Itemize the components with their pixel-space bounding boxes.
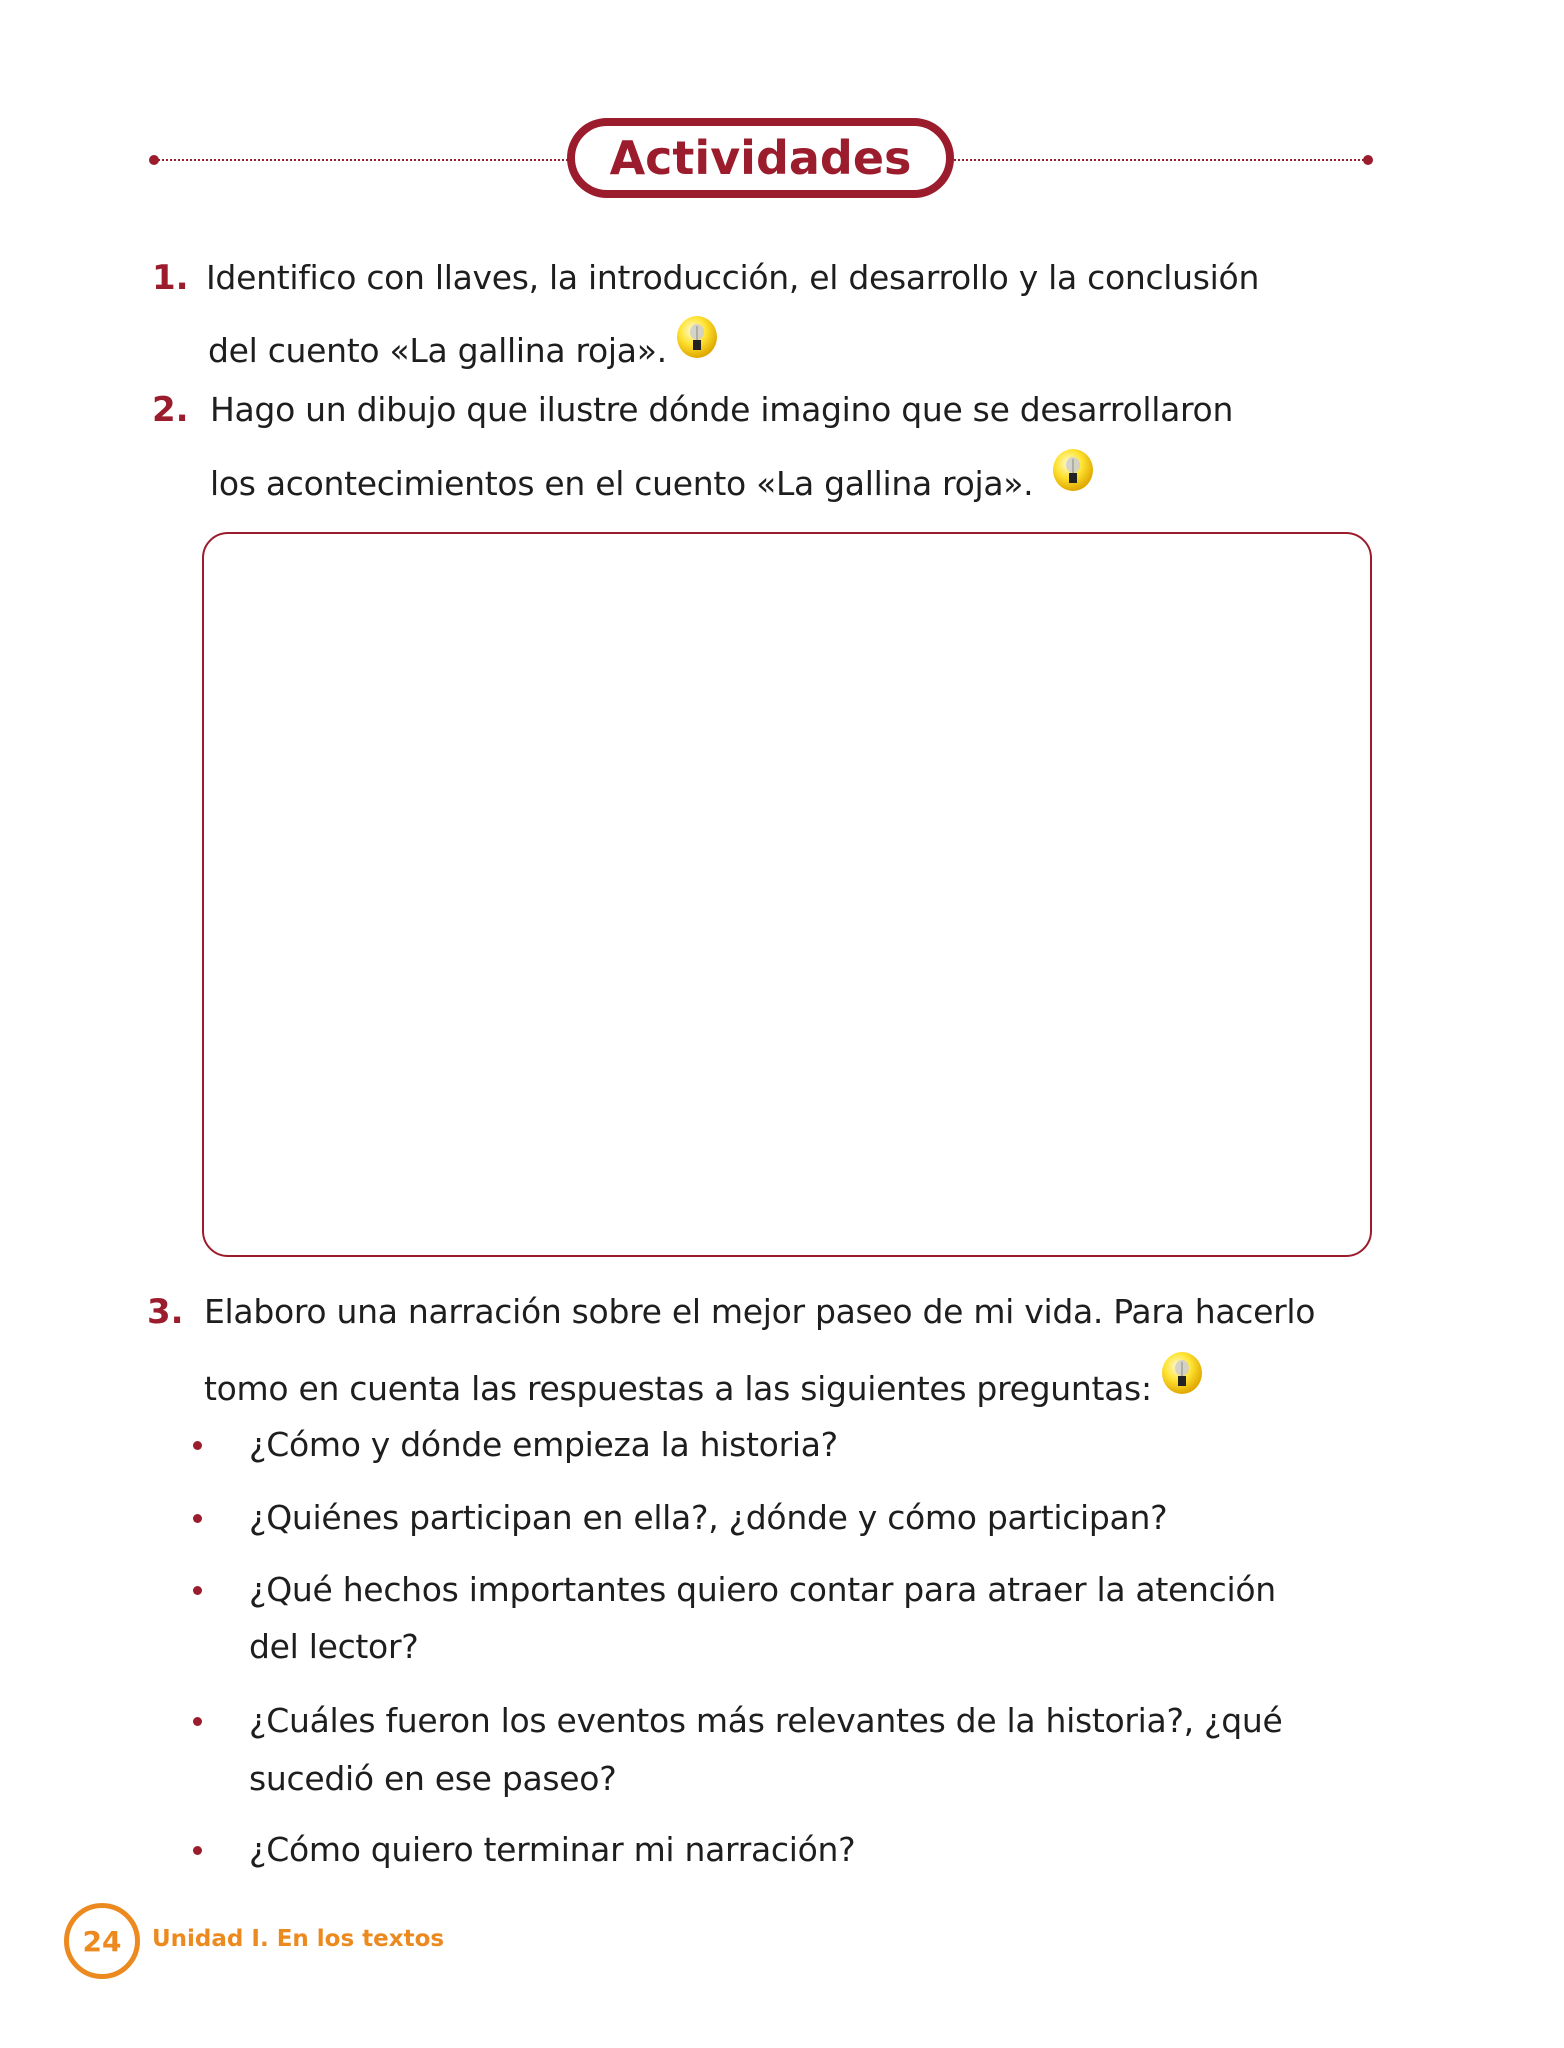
- dotted-rule-right: [954, 159, 1364, 161]
- activity-2-text-line2: [210, 447, 1095, 504]
- activity-2-number: 2.: [152, 390, 189, 430]
- bullet-icon: [193, 1717, 202, 1726]
- activity-2-text: Hago un dibujo que ilustre dónde imagino que se desarrollaron: [210, 390, 1234, 429]
- page-number: 24: [64, 1903, 140, 1979]
- bullet-icon: [193, 1846, 202, 1855]
- unit-label: Unidad I. En los textos: [152, 1926, 445, 1952]
- activity-3-text: Elaboro una narración sobre el mejor paseo de mi vida. Para hacerlo: [204, 1292, 1316, 1331]
- question-item: ¿Cuáles fueron los eventos más relevantes de la historia?, ¿qué: [249, 1701, 1283, 1740]
- bullet-icon: [193, 1586, 202, 1595]
- drawing-area[interactable]: [202, 532, 1372, 1257]
- lightbulb-icon: [1160, 1350, 1204, 1396]
- lightbulb-icon: [675, 314, 719, 360]
- page-title: Actividades: [567, 118, 954, 198]
- rule-dot-right: [1363, 155, 1373, 165]
- activity-3-text-line2: [204, 1350, 1204, 1409]
- activity-2-text-cont: los acontecimientos en el cuento «La gallina roja».: [210, 464, 1034, 503]
- activity-1-text-cont: del cuento «La gallina roja».: [208, 331, 667, 370]
- bullet-icon: [193, 1441, 202, 1450]
- lightbulb-icon: [1051, 447, 1095, 493]
- activity-3-number: 3.: [147, 1292, 184, 1332]
- question-item: ¿Qué hechos importantes quiero contar para atraer la atención: [249, 1570, 1276, 1609]
- activity-1-text: Identifico con llaves, la introducción, el desarrollo y la conclusión: [206, 258, 1260, 297]
- activity-3-text-cont: tomo en cuenta las respuestas a las siguientes preguntas:: [204, 1369, 1152, 1408]
- activity-1-number: 1.: [152, 258, 189, 298]
- question-item: ¿Cómo quiero terminar mi narración?: [249, 1830, 856, 1869]
- question-item: ¿Cómo y dónde empieza la historia?: [249, 1425, 838, 1464]
- activity-1-text-line2: [208, 314, 719, 371]
- question-item-cont: del lector?: [249, 1627, 419, 1666]
- bullet-icon: [193, 1514, 202, 1523]
- question-item: ¿Quiénes participan en ella?, ¿dónde y cómo participan?: [249, 1498, 1168, 1537]
- dotted-rule-left: [158, 159, 568, 161]
- question-item-cont: sucedió en ese paseo?: [249, 1759, 617, 1798]
